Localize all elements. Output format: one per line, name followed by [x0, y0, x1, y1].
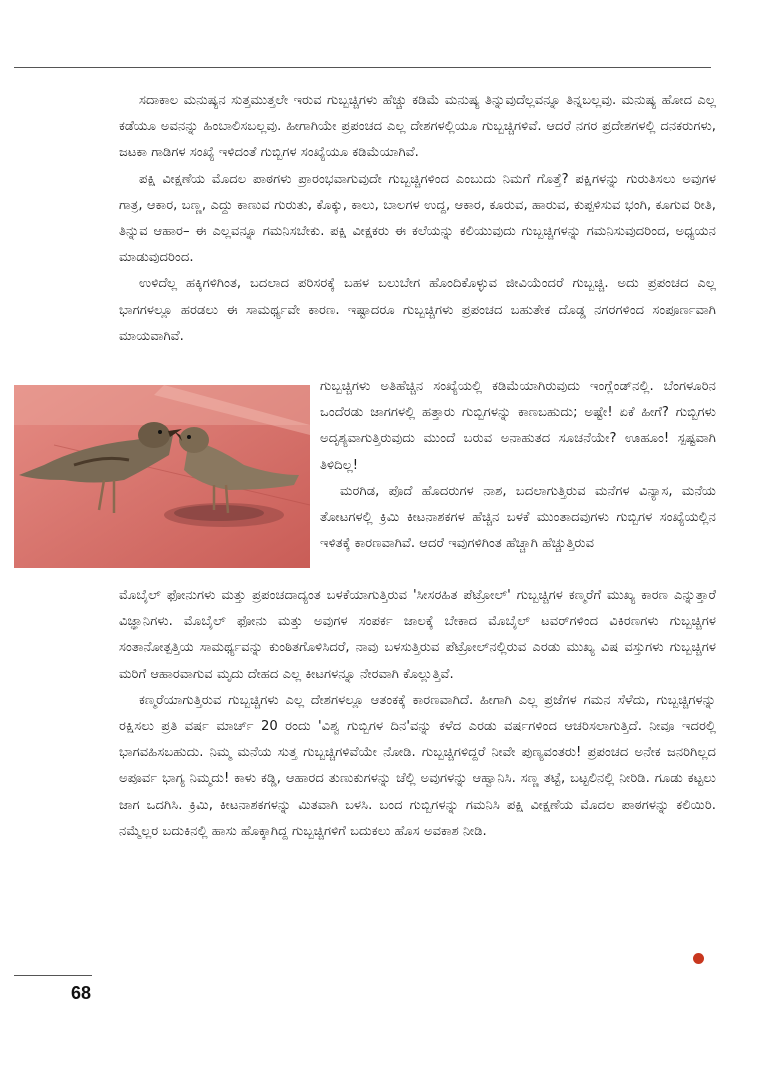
article-block-bottom [119, 583, 716, 845]
page-number: 68 [71, 983, 92, 1003]
paragraph: ಗುಬ್ಬಚ್ಚಿಗಳು ಅತಿಹೆಚ್ಚಿನ ಸಂಖ್ಯೆಯಲ್ಲಿ ಕಡಿಮೆಯಾಗಿರುವುದು ಇಂಗ್ಲೆಂಡ್‌ನಲ್ಲಿ. ಬೆಂಗಳೂರಿನ ಒಂದೆರಡು ಜಾಗಗಳಲ್ಲಿ ಹತ್ತಾರು ಗುಬ್ಬಿಗಳನ್ನು ಕಾಣಬಹುದು; ಅಷ್ಟೇ! ಏಕೆ ಹೀಗೆ? ಗುಬ್ಬಿಗಳು ಅದೃಶ್ಯವಾಗುತ್ತಿರುವುದು ಮುಂದೆ ಬರುವ ಅನಾಹುತದ ಸೂಚನೆಯೇ? ಊಹೂಂ! ಸ್ಪಷ್ಟವಾಗಿ ತಿಳಿದಿಲ್ಲ! [320, 379, 716, 473]
paragraph: ಕಣ್ಮರೆಯಾಗುತ್ತಿರುವ ಗುಬ್ಬಚ್ಚಿಗಳು ಎಲ್ಲ ದೇಶಗಳಲ್ಲೂ ಆತಂಕಕ್ಕೆ ಕಾರಣವಾಗಿದೆ. ಹೀಗಾಗಿ ಎಲ್ಲ ಪ್ರಜೆಗಳ ಗಮನ ಸೆಳೆದು, ಗುಬ್ಬಚ್ಚಿಗಳನ್ನು ರಕ್ಷಿಸಲು ಪ್ರತಿ ವರ್ಷ ಮಾರ್ಚ್ 20 ರಂದು 'ವಿಶ್ವ ಗುಬ್ಬಿಗಳ ದಿನ'ವನ್ನು ಕಳೆದ ಎರಡು ವರ್ಷಗಳಿಂದ ಆಚರಿಸಲಾಗುತ್ತಿದೆ. ನೀವೂ ಇದರಲ್ಲಿ ಭಾಗವಹಿಸಬಹುದು. ನಿಮ್ಮ ಮನೆಯ ಸುತ್ತ ಗುಬ್ಬಚ್ಚಿಗಳಿವೆಯೇ ನೋಡಿ. ಗುಬ್ಬಚ್ಚಿಗಳಿದ್ದರೆ ನೀವೇ ಪುಣ್ಯವಂತರು! ಪ್ರಪಂಚದ ಅನೇಕ ಜನರಿಗಿಲ್ಲದ ಅಪೂರ್ವ ಭಾಗ್ಯ ನಿಮ್ಮದು! ಕಾಳು ಕಡ್ಡಿ, ಆಹಾರದ ತುಣುಕುಗಳನ್ನು ಚೆಲ್ಲಿ ಅವುಗಳನ್ನು ಆಹ್ವಾನಿಸಿ. ಸಣ್ಣ ತಟ್ಟೆ, ಬಟ್ಟಲಿನಲ್ಲಿ ನೀರಿಡಿ. ಗೂಡು ಕಟ್ಟಲು ಜಾಗ ಒದಗಿಸಿ. ಕ್ರಿಮಿ, ಕೀಟನಾಶಕಗಳನ್ನು ಮಿತವಾಗಿ ಬಳಸಿ. ಬಂದ ಗುಬ್ಬಿಗಳನ್ನು ಗಮನಿಸಿ ಪಕ್ಷಿ ವೀಕ್ಷಣೆಯ ಮೊದಲ ಪಾಠಗಳನ್ನು ಕಲಿಯಿರಿ. ನಮ್ಮೆಲ್ಲರ ಬದುಕಿನಲ್ಲಿ ಹಾಸು ಹೊಕ್ಕಾಗಿದ್ದ ಗುಬ್ಬಚ್ಚಿಗಳಿಗೆ ಬದುಕಲು ಹೊಸ ಅವಕಾಶ ನೀಡಿ. [119, 692, 716, 839]
decorative-dot [693, 953, 704, 964]
article-block-beside-photo [320, 374, 716, 557]
paragraph: ಮರಗಿಡ, ಪೊದೆ ಹೊದರುಗಳ ನಾಶ, ಬದಲಾಗುತ್ತಿರುವ ಮನೆಗಳ ವಿನ್ಯಾಸ, ಮನೆಯ ತೋಟಗಳಲ್ಲಿ ಕ್ರಿಮಿ ಕೀಟನಾಶಕಗಳ ಹೆಚ್ಚಿನ ಬಳಕೆ ಮುಂತಾದವುಗಳು ಗುಬ್ಬಿಗಳ ಸಂಖ್ಯೆಯಲ್ಲಿನ ಇಳಿತಕ್ಕೆ ಕಾರಣವಾಗಿವೆ. ಆದರೆ ಇವುಗಳಿಗಿಂತ ಹೆಚ್ಚಾಗಿ ಹೆಚ್ಚುತ್ತಿರುವ [320, 483, 716, 552]
paragraph: ಮೊಬೈಲ್ ಫೋನುಗಳು ಮತ್ತು ಪ್ರಪಂಚದಾದ್ಯಂತ ಬಳಕೆಯಾಗುತ್ತಿರುವ 'ಸೀಸರಹಿತ ಪೆಟ್ರೋಲ್' ಗುಬ್ಬಚ್ಚಿಗಳ ಕಣ್ಮರೆಗೆ ಮುಖ್ಯ ಕಾರಣ ಎನ್ನುತ್ತಾರೆ ವಿಜ್ಞಾನಿಗಳು. ಮೊಬೈಲ್ ಫೋನು ಮತ್ತು ಅವುಗಳ ಸಂಪರ್ಕ ಜಾಲಕ್ಕೆ ಬೇಕಾದ ಮೊಬೈಲ್ ಟವರ್‌ಗಳಿಂದ ವಿಕಿರಣಗಳು ಗುಬ್ಬಚ್ಚಿಗಳ ಸಂತಾನೋತ್ಪತ್ತಿಯ ಸಾಮರ್ಥ್ಯವನ್ನು ಕುಂಠಿತಗೊಳಿಸಿದರೆ, ನಾವು ಬಳಸುತ್ತಿರುವ ಪೆಟ್ರೋಲ್‌ನಲ್ಲಿರುವ ಎರಡು ಮುಖ್ಯ ವಿಷ ವಸ್ತುಗಳು ಗುಬ್ಬಚ್ಚಿಗಳ ಮರಿಗೆ ಆಹಾರವಾಗುವ ಮೃದು ದೇಹದ ಎಲ್ಲ ಕೀಟಗಳನ್ನೂ ನೇರವಾಗಿ ಕೊಲ್ಲುತ್ತಿವೆ. [119, 588, 716, 682]
sparrows-illustration [14, 385, 310, 568]
paragraph: ಸದಾಕಾಲ ಮನುಷ್ಯನ ಸುತ್ತಮುತ್ತಲೇ ಇರುವ ಗುಬ್ಬಚ್ಚಿಗಳು ಹೆಚ್ಚು ಕಡಿಮೆ ಮನುಷ್ಯ ತಿನ್ನುವುದೆಲ್ಲವನ್ನೂ ತಿನ್ನಬಲ್ಲವು. ಮನುಷ್ಯ ಹೋದ ಎಲ್ಲ ಕಡೆಯೂ ಅವನನ್ನು ಹಿಂಬಾಲಿಸಬಲ್ಲವು. ಹೀಗಾಗಿಯೇ ಪ್ರಪಂಚದ ಎಲ್ಲ ದೇಶಗಳಲ್ಲಿಯೂ ಗುಬ್ಬಚ್ಚಿಗಳಿವೆ. ಆದರೆ ನಗರ ಪ್ರದೇಶಗಳಲ್ಲಿ ದನಕರುಗಳು, ಜಟಕಾ ಗಾಡಿಗಳ ಸಂಖ್ಯೆ ಇಳಿದಂತೆ ಗುಬ್ಬಿಗಳ ಸಂಖ್ಯೆಯೂ ಕಡಿಮೆಯಾಗಿವೆ. [119, 93, 716, 161]
header-rule [14, 67, 711, 68]
footer-rule [14, 975, 92, 976]
sparrows-photo [14, 385, 310, 568]
article-block-top [119, 88, 716, 350]
paragraph: ಪಕ್ಷಿ ವೀಕ್ಷಣೆಯ ಮೊದಲ ಪಾಠಗಳು ಪ್ರಾರಂಭವಾಗುವುದೇ ಗುಬ್ಬಚ್ಚಿಗಳಿಂದ ಎಂಬುದು ನಿಮಗೆ ಗೊತ್ತೆ? ಪಕ್ಷಿಗಳನ್ನು ಗುರುತಿಸಲು ಅವುಗಳ ಗಾತ್ರ, ಆಕಾರ, ಬಣ್ಣ, ಎದ್ದು ಕಾಣುವ ಗುರುತು, ಕೊಕ್ಕು, ಕಾಲು, ಬಾಲಗಳ ಉದ್ದ, ಆಕಾರ, ಕೂರುವ, ಹಾರುವ, ಕುಪ್ಪಳಿಸುವ ಭಂಗಿ, ಕೂಗುವ ರೀತಿ, ತಿನ್ನುವ ಆಹಾರ– ಈ ಎಲ್ಲವನ್ನೂ ಗಮನಿಸಬೇಕು. ಪಕ್ಷಿ ವೀಕ್ಷಕರು ಈ ಕಲೆಯನ್ನು ಕಲಿಯುವುದು ಗುಬ್ಬಚ್ಚಿಗಳನ್ನು ಗಮನಿಸುವುದರಿಂದ, ಅಧ್ಯಯನ ಮಾಡುವುದರಿಂದ. [119, 171, 716, 266]
paragraph: ಉಳಿದೆಲ್ಲ ಹಕ್ಕಿಗಳಿಗಿಂತ, ಬದಲಾದ ಪರಿಸರಕ್ಕೆ ಬಹಳ ಬಲುಬೇಗ ಹೊಂದಿಕೊಳ್ಳುವ ಜೀವಿಯೆಂದರೆ ಗುಬ್ಬಚ್ಚಿ. ಅದು ಪ್ರಪಂಚದ ಎಲ್ಲ ಭಾಗಗಳಲ್ಲೂ ಹರಡಲು ಈ ಸಾಮರ್ಥ್ಯವೇ ಕಾರಣ. ಇಷ್ಟಾದರೂ ಗುಬ್ಬಚ್ಚಿಗಳು ಪ್ರಪಂಚದ ಬಹುತೇಕ ದೊಡ್ಡ ನಗರಗಳಿಂದ ಸಂಪೂರ್ಣವಾಗಿ ಮಾಯವಾಗಿವೆ. [119, 276, 716, 344]
